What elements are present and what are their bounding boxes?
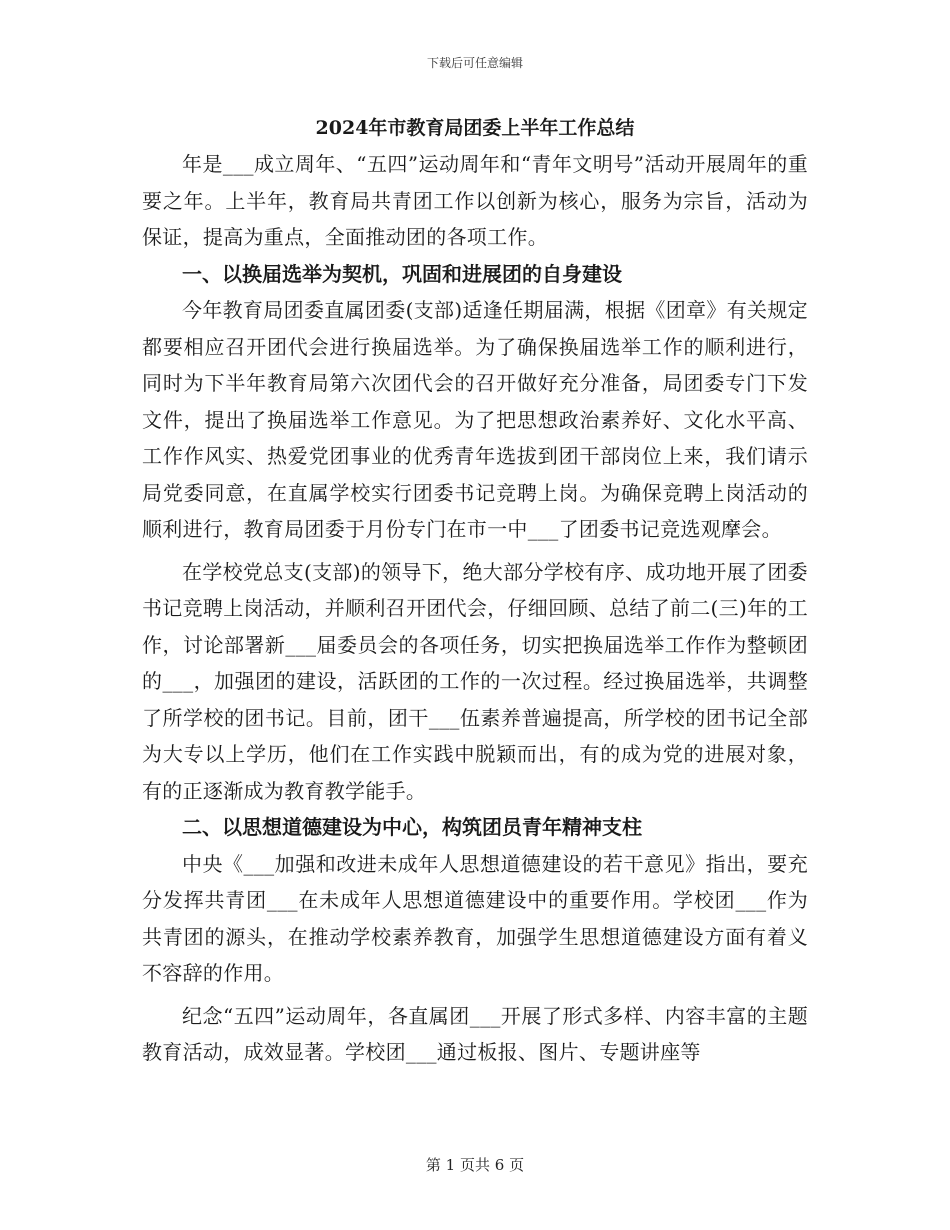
section-2-paragraph-1: 中央《___加强和改进未成年人思想道德建设的若干意见》指出，要充分发挥共青团___在未成年人思想道德建设中的重要作用。学校团___作为共青团的源头，在推动学校素养教育，加强学生思想道德建设方面有着义不容辞的作用。 [142, 851, 808, 985]
page-number: 第 1 页共 6 页 [425, 1156, 525, 1174]
section-1-heading: 一、以换届选举为契机，巩固和进展团的自身建设 [182, 261, 622, 286]
intro-paragraph: 年是___成立周年、“五四”运动周年和“青年文明号”活动开展周年的重要之年。上半年，教育局共青团工作以创新为核心，服务为宗旨，活动为保证，提高为重点，全面推动团的各项工作。 [142, 152, 808, 249]
section-1-paragraph-1: 今年教育局团委直属团委(支部)适逢任期届满，根据《团章》有关规定都要相应召开团代会进行换届选举。为了确保换届选举工作的顺利进行，同时为下半年教育局第六次团代会的召开做好充分准备，局团委专门下发文件，提出了换届选举工作意见。为了把思想政治素养好、文化水平高、工作作风实、热爱党团事业的优秀青年选拔到团干部岗位上来，我们请示局党委同意，在直属学校实行团委书记竞聘上岗。为确保竞聘上岗活动的顺利进行，教育局团委于月份专门在市一中___了团委书记竞选观摩会。 [142, 298, 808, 541]
section-2-paragraph-2: 纪念“五四”运动周年，各直属团___开展了形式多样、内容丰富的主题教育活动，成效显著。学校团___通过板报、图片、专题讲座等 [142, 1003, 808, 1064]
section-1-paragraph-2: 在学校党总支(支部)的领导下，绝大部分学校有序、成功地开展了团委书记竞聘上岗活动，并顺利召开团代会，仔细回顾、总结了前二(三)年的工作，讨论部署新___届委员会的各项任务，切实把换届选举工作作为整顿团的___，加强团的建设，活跃团的工作的一次过程。经过换届选举，共调整了所学校的团书记。目前，团干___伍素养普遍提高，所学校的团书记全部为大专以上学历，他们在工作实践中脱颖而出，有的成为党的进展对象，有的正逐渐成为教育教学能手。 [142, 559, 808, 803]
document-body [142, 112, 808, 1071]
document-title: 2024年市教育局团委上半年工作总结 [315, 117, 635, 139]
section-2-heading: 二、以思想道德建设为中心，构筑团员青年精神支柱 [182, 815, 642, 839]
header-note: 下载后可任意编辑 [426, 56, 523, 70]
